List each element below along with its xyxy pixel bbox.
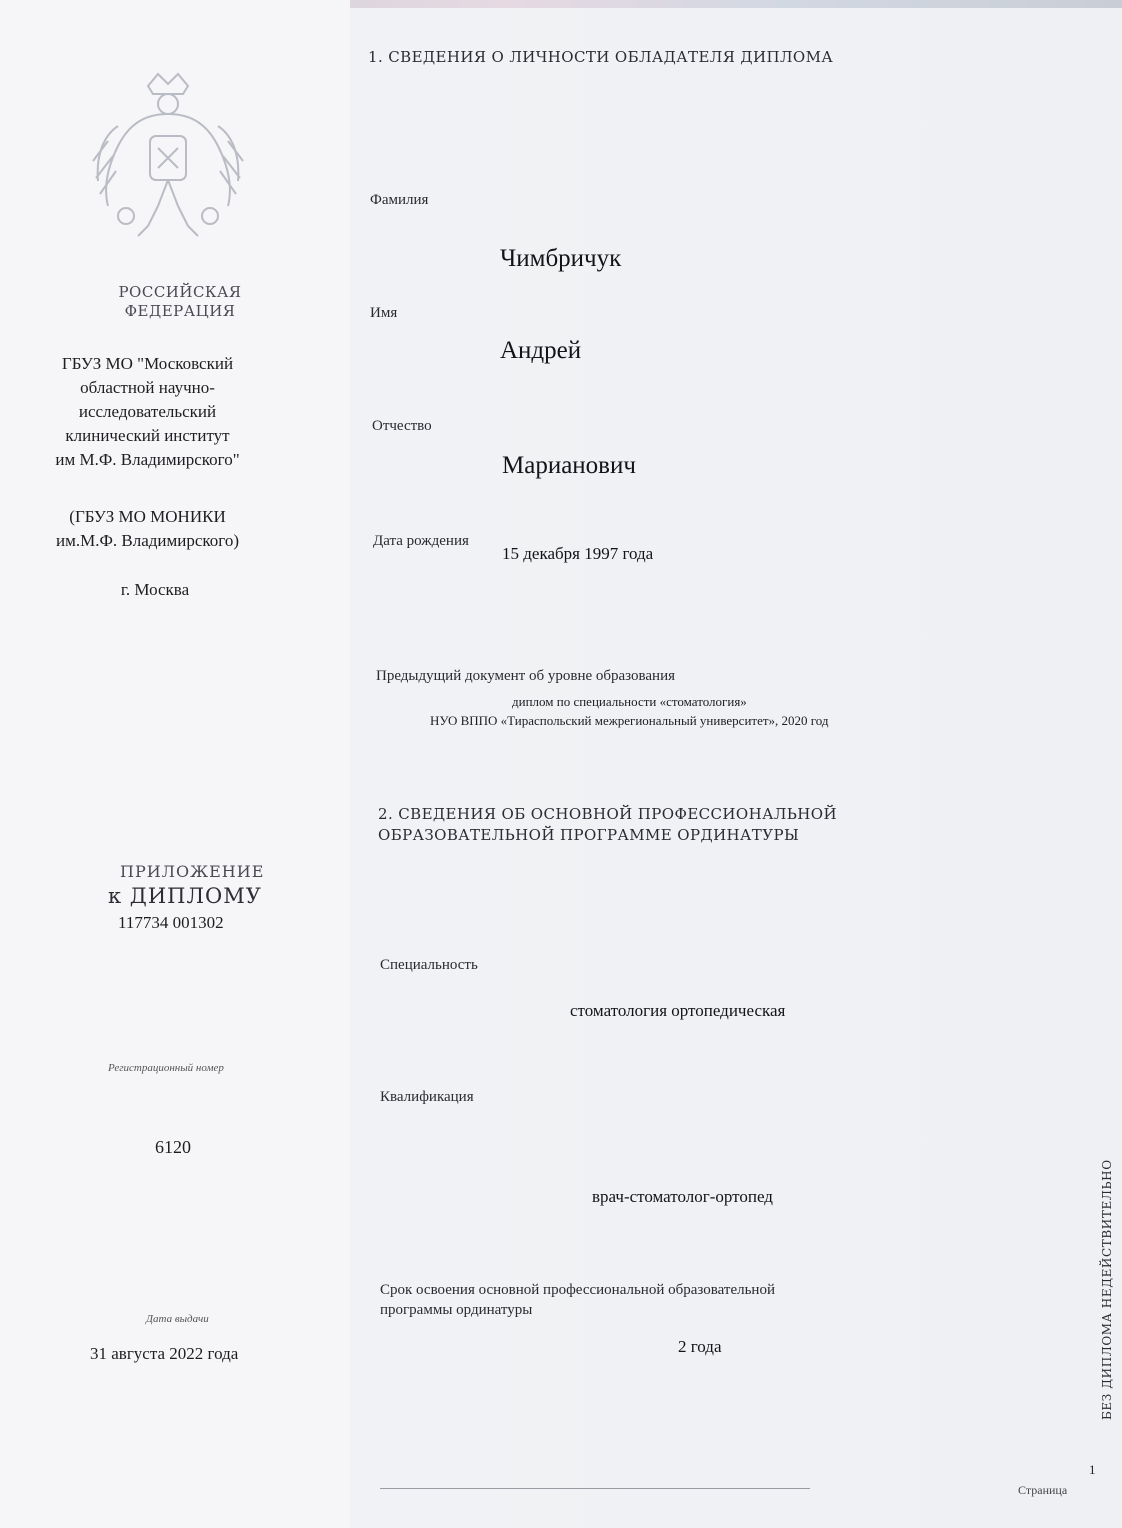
page-number: 1 [1089,1462,1096,1477]
vertical-note: БЕЗ ДИПЛОМА НЕДЕЙСТВИТЕЛЬНО [1100,1159,1114,1420]
qualification-label: Квалификация [380,1089,474,1105]
specialty-label: Специальность [380,957,478,973]
surname-value: Чимбричук [500,245,622,272]
institution-name: ГБУЗ МО "Московский областной научно- исследовательский клинический институт им М.Ф. Владимирского" [55,354,240,469]
signature-line [380,1488,810,1489]
previous-document-line1: диплом по специальности «стоматология» [512,694,747,709]
country-name: РОССИЙСКАЯ ФЕДЕРАЦИЯ [118,283,242,320]
coat-of-arms-icon [88,66,248,241]
issue-date-label: Дата выдачи [146,1313,209,1325]
patronymic-label: Отчество [372,418,432,434]
appendix-title-line2: к ДИПЛОМУ [108,884,262,908]
section1-heading: 1. СВЕДЕНИЯ О ЛИЧНОСТИ ОБЛАДАТЕЛЯ ДИПЛОМА [368,48,834,66]
section2-heading: 2. СВЕДЕНИЯ ОБ ОСНОВНОЙ ПРОФЕССИОНАЛЬНОЙ ОБРАЗОВАТЕЛЬНОЙ ПРОГРАММЕ ОРДИНАТУРЫ [378,805,837,844]
name-value: Андрей [500,337,582,364]
registration-label: Регистрационный номер [108,1062,224,1074]
issue-date: 31 августа 2022 года [90,1344,239,1363]
patronymic-value: Марианович [502,452,636,479]
previous-document-line2: НУО ВППО «Тираспольский межрегиональный университет», 2020 год [430,713,829,728]
specialty-value: стоматология ортопедическая [570,1001,786,1020]
page-label: Страница [1018,1483,1068,1497]
registration-number: 6120 [155,1137,191,1157]
study-term-label: Срок освоения основной профессиональной образовательной программы ординатуры [380,1282,775,1318]
appendix-title-line1: ПРИЛОЖЕНИЕ [120,862,265,881]
study-term-value: 2 года [678,1337,722,1356]
surname-label: Фамилия [370,192,429,208]
diploma-number: 117734 001302 [118,913,224,932]
institution-short-name: (ГБУЗ МО МОНИКИ им.М.Ф. Владимирского) [55,507,240,550]
name-label: Имя [370,305,398,321]
city: г. Москва [120,580,190,599]
birth-date-label: Дата рождения [373,533,469,549]
birth-date-value: 15 декабря 1997 года [502,544,654,563]
qualification-value: врач-стоматолог-ортопед [592,1187,773,1206]
previous-document-label: Предыдущий документ об уровне образования [376,668,676,684]
